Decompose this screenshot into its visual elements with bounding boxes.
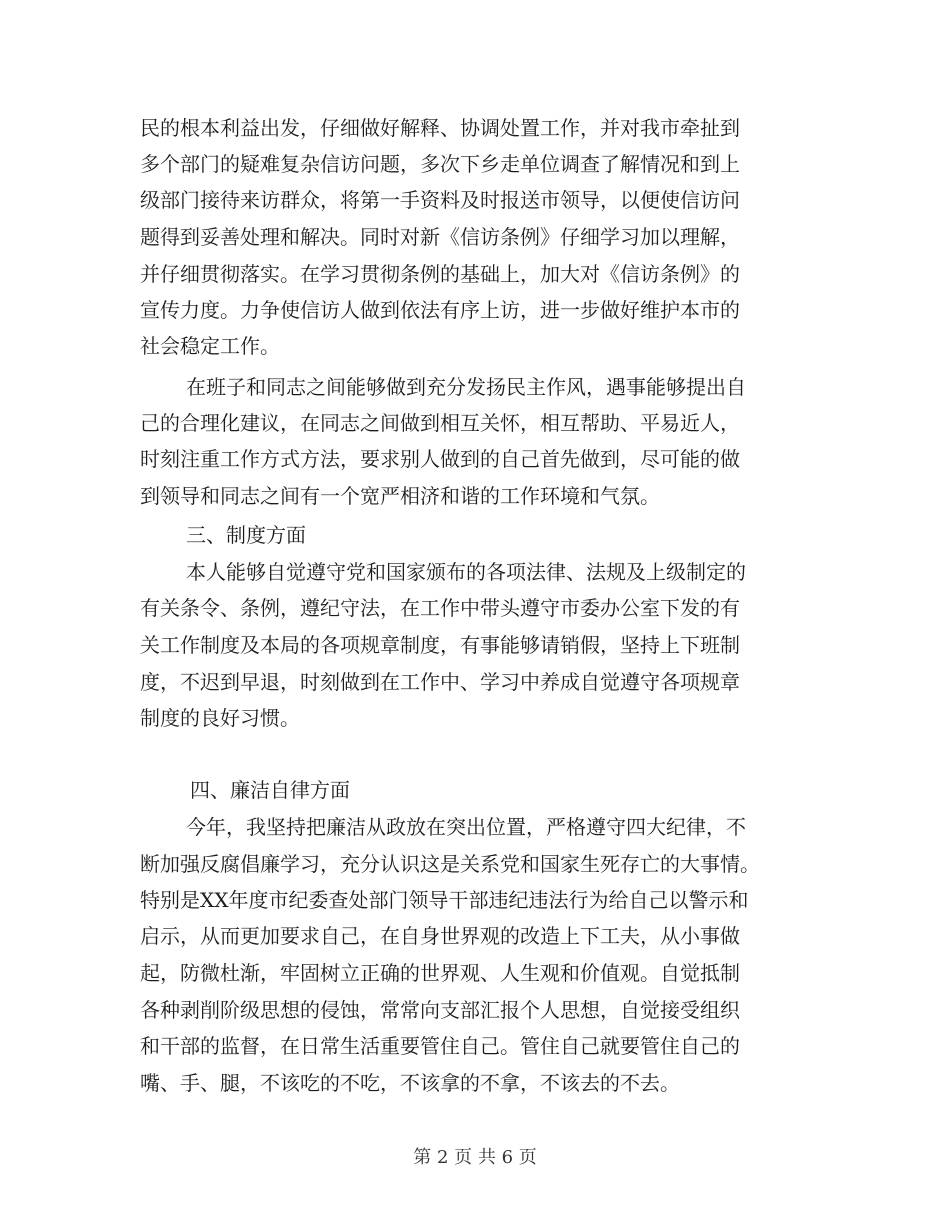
text-line: 己的合理化建议，在同志之间做到相互关怀，相互帮助、平易近人， [140, 411, 740, 435]
text-line: 多个部门的疑难复杂信访问题，多次下乡走单位调查了解情况和到上 [140, 152, 740, 176]
text-line: 关工作制度及本局的各项规章制度，有事能够请销假，坚持上下班制 [140, 633, 740, 657]
page-number-footer: 第 2 页 共 6 页 [413, 1147, 537, 1168]
text-line: 级部门接待来访群众，将第一手资料及时报送市领导，以便使信访问 [140, 188, 740, 212]
section-heading: 三、制度方面 [186, 523, 306, 547]
text-line: 社会稳定工作。 [140, 334, 280, 358]
text-line: 在班子和同志之间能够做到充分发扬民主作风，遇事能够提出自 [186, 375, 746, 399]
text-line: 特别是XX年度市纪委查处部门领导干部违纪违法行为给自己以警示和 [140, 888, 749, 912]
text-line: 有关条令、条例，遵纪守法，在工作中带头遵守市委办公室下发的有 [140, 596, 740, 620]
text-line: 今年，我坚持把廉洁从政放在突出位置，严格遵守四大纪律，不 [186, 815, 746, 839]
text-line: 并仔细贯彻落实。在学习贯彻条例的基础上，加大对《信访条例》的 [140, 262, 740, 286]
text-line: 制度的良好习惯。 [140, 706, 300, 730]
text-line: 和干部的监督，在日常生活重要管住自己。管住自己就要管住自己的 [140, 1034, 740, 1058]
text-line: 嘴、手、腿，不该吃的不吃，不该拿的不拿，不该去的不去。 [140, 1071, 680, 1095]
text-line: 度，不迟到早退，时刻做到在工作中、学习中养成自觉遵守各项规章 [140, 670, 740, 694]
text-line: 民的根本利益出发，仔细做好解释、协调处置工作，并对我市牵扯到 [140, 116, 740, 140]
text-line: 本人能够自觉遵守党和国家颁布的各项法律、法规及上级制定的 [186, 560, 746, 584]
text-line: 启示，从而更加要求自己，在自身世界观的改造上下工夫，从小事做 [140, 924, 740, 948]
text-line: 起，防微杜渐，牢固树立正确的世界观、人生观和价值观。自觉抵制 [140, 961, 740, 985]
section-heading: 四、廉洁自律方面 [190, 778, 350, 802]
text-line: 题得到妥善处理和解决。同时对新《信访条例》仔细学习加以理解， [140, 225, 740, 249]
text-line: 时刻注重工作方式方法，要求别人做到的自己首先做到，尽可能的做 [140, 447, 740, 471]
text-line: 到领导和同志之间有一个宽严相济和谐的工作环境和气氛。 [140, 484, 660, 508]
text-line: 断加强反腐倡廉学习，充分认识这是关系党和国家生死存亡的大事情。 [140, 852, 760, 876]
text-line: 各种剥削阶级思想的侵蚀，常常向支部汇报个人思想，自觉接受组织 [140, 998, 740, 1022]
text-line: 宣传力度。力争使信访人做到依法有序上访，进一步做好维护本市的 [140, 298, 740, 322]
